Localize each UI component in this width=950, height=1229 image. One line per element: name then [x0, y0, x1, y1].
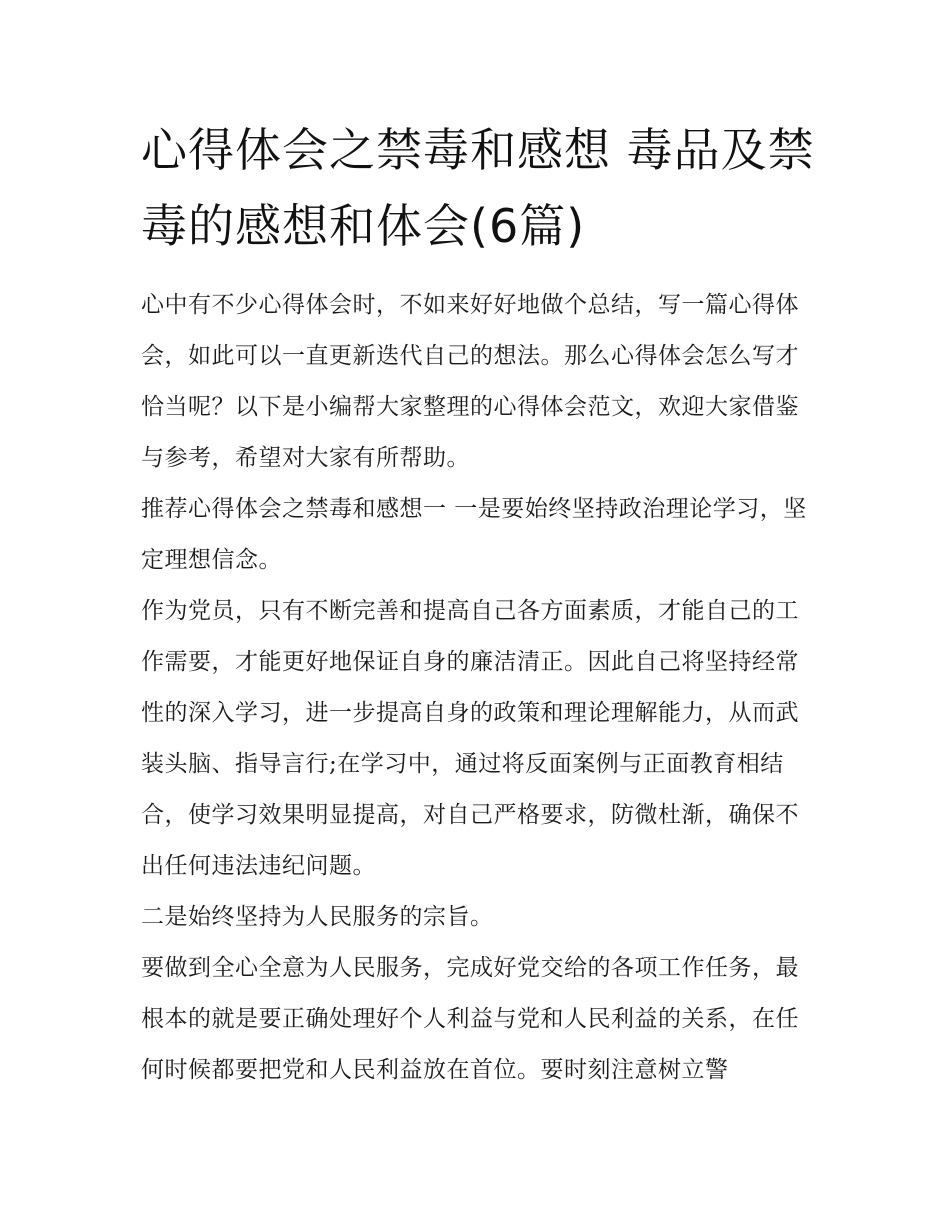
document-body [141, 280, 821, 1096]
paragraph-serve-people: 要做到全心全意为人民服务，完成好党交给的各项工作任务，最根本的就是要正确处理好个人利益与党和人民利益的关系，在任何时候都要把党和人民利益放在首位。要时刻注意树立警 [141, 955, 799, 1083]
paragraph-section-one-heading: 推荐心得体会之禁毒和感想一 一是要始终坚持政治理论学习，坚定理想信念。 [141, 496, 807, 573]
document-title: 心得体会之禁毒和感想 毒品及禁毒的感想和体会(6篇) [141, 123, 815, 253]
paragraph-party-member-study: 作为党员，只有不断完善和提高自己各方面素质，才能自己的工作需要，才能更好地保证自身的廉洁清正。因此自己将坚持经常性的深入学习，进一步提高自身的政策和理论理解能力，从而武装头脑、指导言行;在学习中，通过将反面案例与正面教育相结合，使学习效果明显提高，对自己严格要求，防微杜渐，确保不出任何违法违纪问题。 [141, 598, 799, 879]
paragraph-intro: 心中有不少心得体会时，不如来好好地做个总结，写一篇心得体会，如此可以一直更新迭代自己的想法。那么心得体会怎么写才恰当呢？以下是小编帮大家整理的心得体会范文，欢迎大家借鉴与参考，希望对大家有所帮助。 [141, 292, 799, 471]
paragraph-section-two-heading: 二是始终坚持为人民服务的宗旨。 [141, 904, 494, 930]
